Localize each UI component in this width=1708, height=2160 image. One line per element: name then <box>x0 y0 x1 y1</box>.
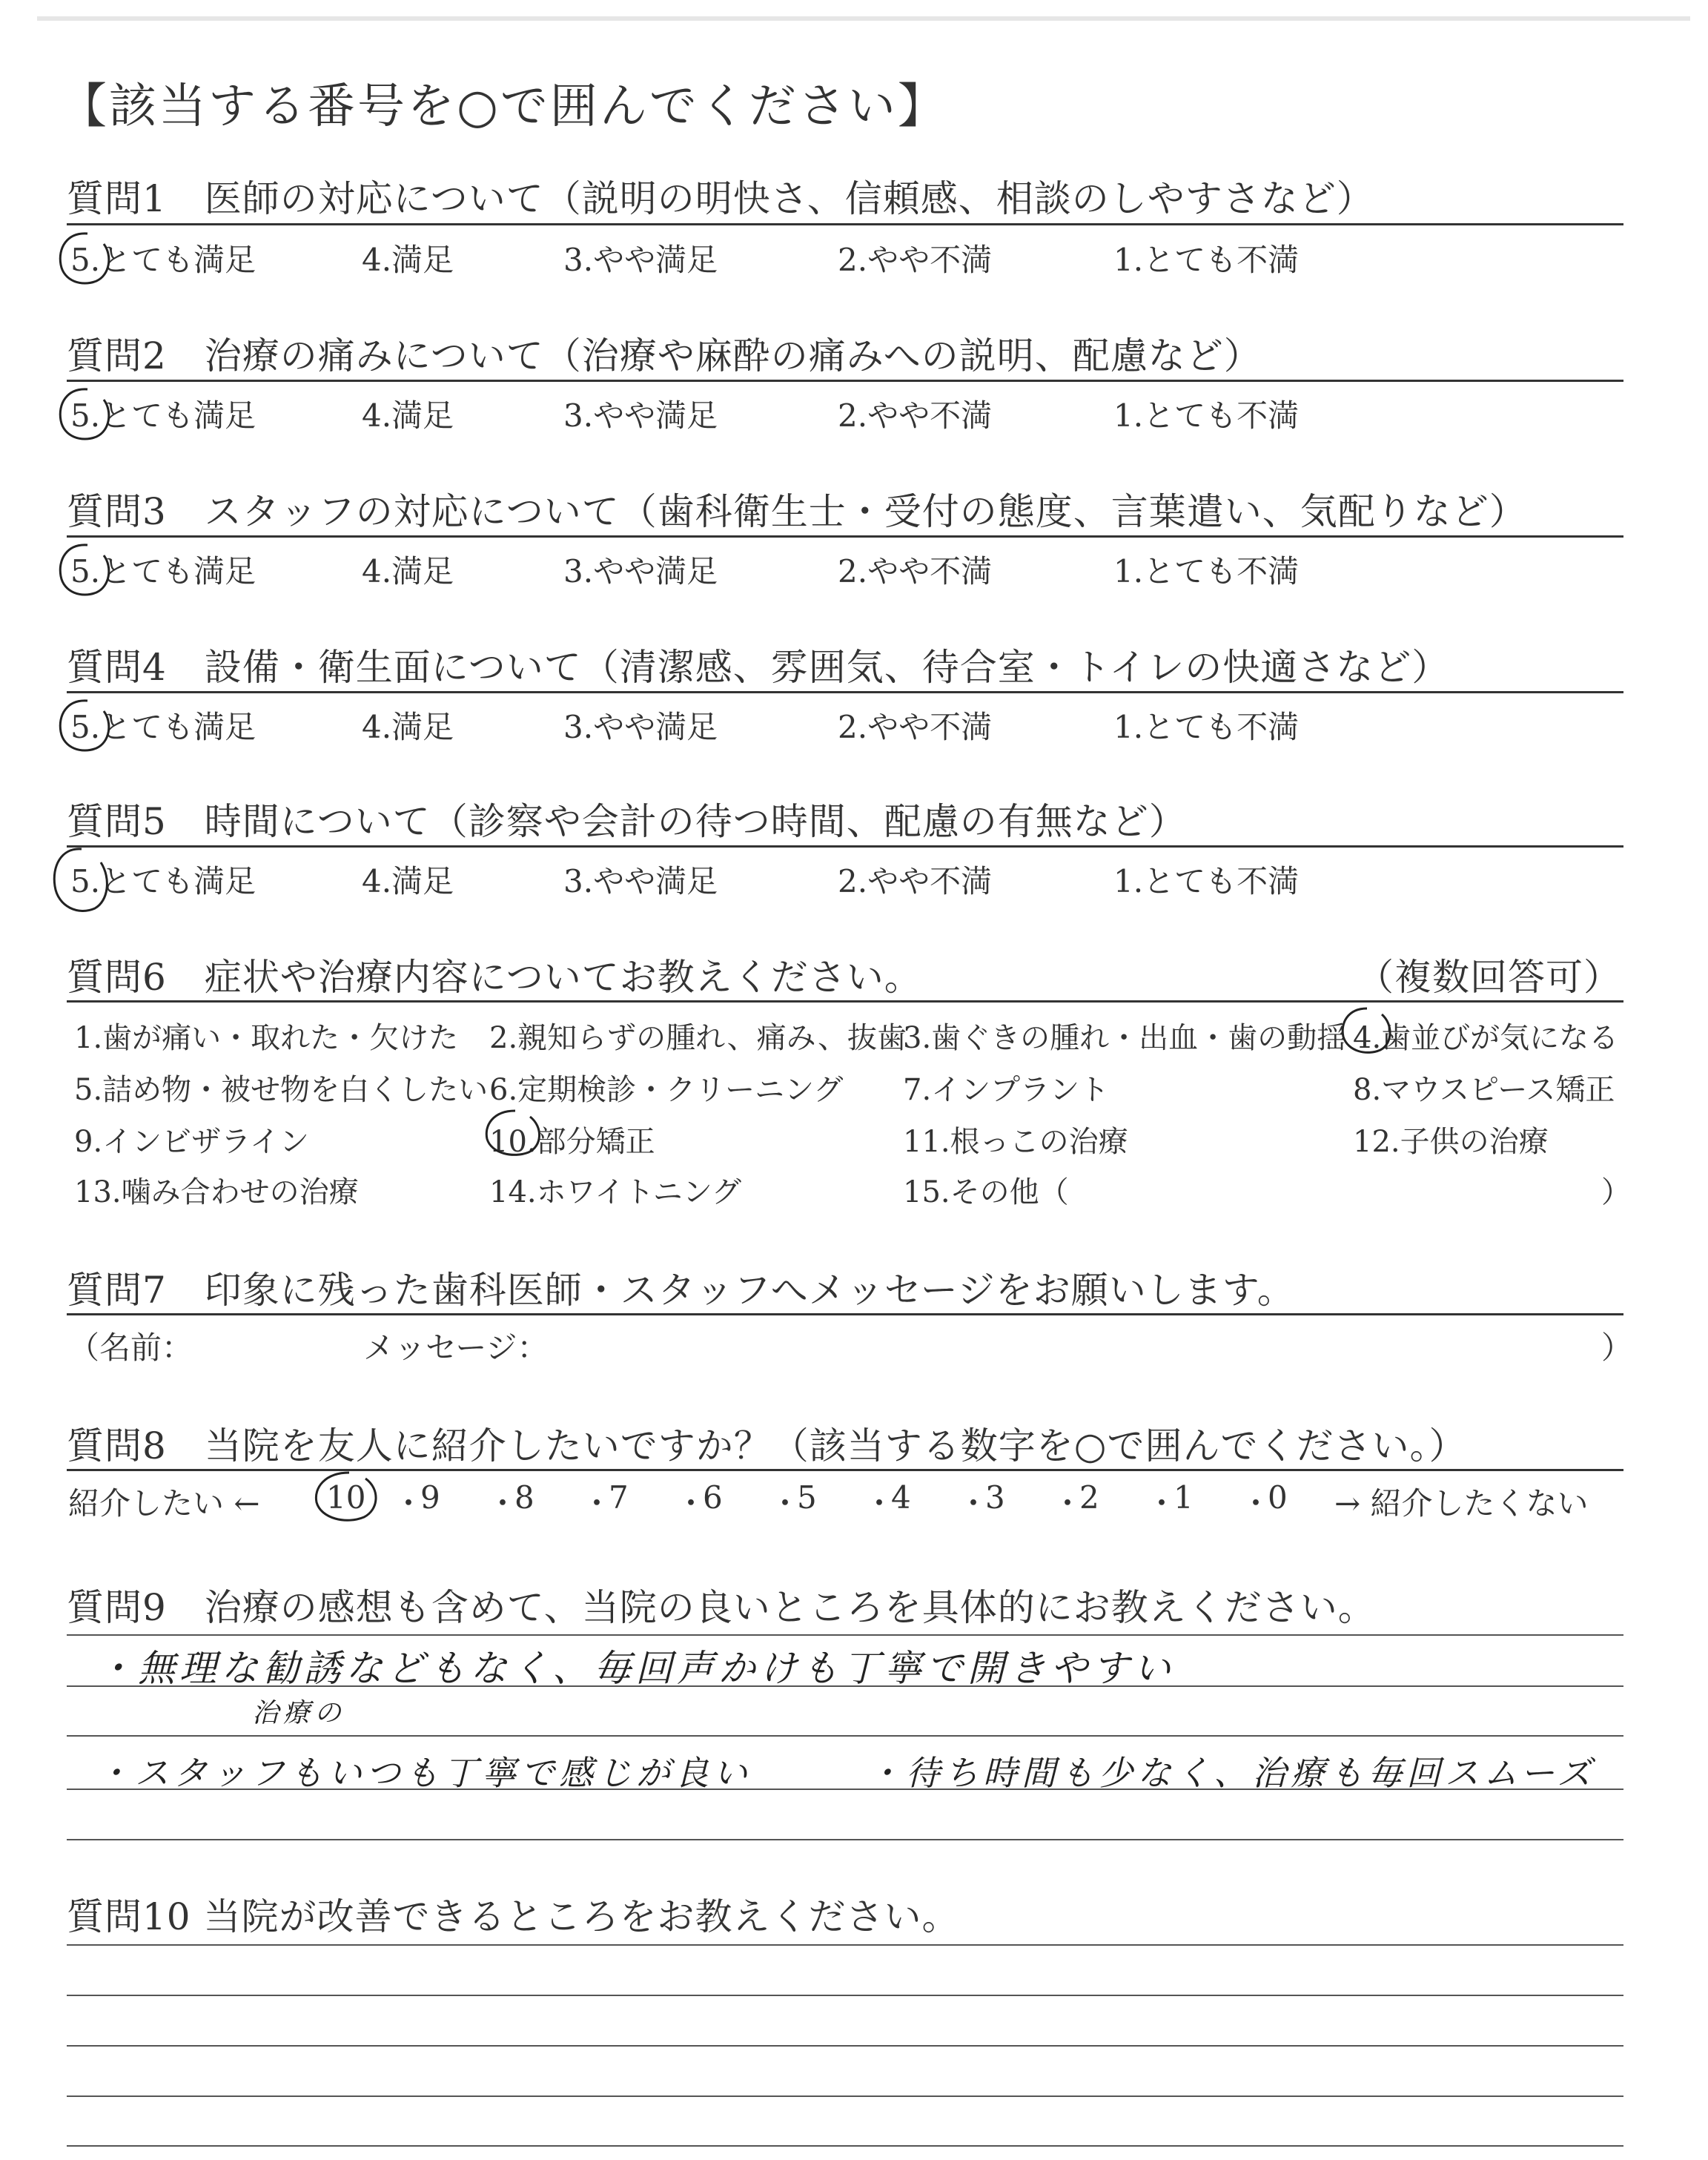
q5-option-2[interactable]: 2.やや不満 <box>838 863 993 899</box>
q2-title: 質問2 治療の痛みについて（治療や麻酔の痛みへの説明、配慮など） <box>67 334 1262 377</box>
q3-selection-circle <box>52 538 119 604</box>
q8-scale-separator: ・ <box>958 1485 990 1522</box>
q4-option-3[interactable]: 3.やや満足 <box>563 709 718 745</box>
q1-option-1[interactable]: 1.とても不満 <box>1113 242 1300 278</box>
q4-option-1[interactable]: 1.とても不満 <box>1113 709 1300 745</box>
q9-line-1 <box>67 1634 1623 1636</box>
q8-scale-6[interactable]: 6 <box>703 1479 723 1516</box>
q1-selection-circle <box>52 226 119 293</box>
q5-option-5[interactable]: 5.とても満足 <box>70 863 256 899</box>
q6-note: （複数回答可） <box>1357 956 1621 999</box>
q4-selection-circle <box>52 693 119 760</box>
q2-selection-circle <box>52 382 119 449</box>
q4-rule <box>67 691 1623 693</box>
q6-option-14[interactable]: 14.ホワイトニング <box>489 1175 742 1209</box>
q9-line-5 <box>67 1839 1623 1840</box>
q5-option-4[interactable]: 4.満足 <box>362 863 454 899</box>
q7-message-label: メッセージ： <box>363 1330 549 1366</box>
q10-line-1 <box>67 1944 1623 1946</box>
q4-option-5[interactable]: 5.とても満足 <box>70 709 256 745</box>
q2-option-4[interactable]: 4.満足 <box>362 397 454 434</box>
q2-rule <box>67 380 1623 382</box>
q8-scale-7[interactable]: 7 <box>609 1479 629 1516</box>
q9-handwritten-line2b: ・待ち時間も少なく、治療も毎回スムーズ <box>867 1753 1596 1793</box>
q6-option-5[interactable]: 5.詰め物・被せ物を白くしたい <box>74 1073 489 1107</box>
q5-option-1[interactable]: 1.とても不満 <box>1113 863 1300 899</box>
q6-option-7[interactable]: 7.インプラント <box>903 1073 1110 1107</box>
q4-option-4[interactable]: 4.満足 <box>362 709 454 745</box>
q5-selection-circle <box>44 842 119 923</box>
q8-scale-separator: ・ <box>487 1485 519 1522</box>
q5-rule <box>67 845 1623 848</box>
q6-option-4[interactable]: 4.歯並びが気になる <box>1353 1021 1619 1055</box>
q6-option-3[interactable]: 3.歯ぐきの腫れ・出血・歯の動揺 <box>903 1021 1347 1055</box>
q6-option-4-selection-circle <box>1334 1003 1401 1062</box>
q10-title: 質問10 当院が改善できるところをお教えください。 <box>67 1895 960 1938</box>
q10-line-4 <box>67 2095 1623 2097</box>
q8-rule <box>67 1469 1623 1471</box>
q1-rule <box>67 223 1623 225</box>
q8-scale-4[interactable]: 4 <box>891 1479 911 1516</box>
q3-option-2[interactable]: 2.やや不満 <box>838 553 993 589</box>
q6-option-2[interactable]: 2.親知らずの腫れ、痛み、抜歯 <box>489 1021 907 1055</box>
q6-option-9[interactable]: 9.インビザライン <box>74 1125 309 1159</box>
q6-option-10-selection-circle <box>478 1105 552 1164</box>
q8-scale-0[interactable]: 0 <box>1268 1479 1288 1516</box>
q7-name-label: （名前： <box>68 1330 193 1366</box>
q9-line-3 <box>67 1735 1623 1737</box>
q4-option-2[interactable]: 2.やや不満 <box>838 709 993 745</box>
q6-option-12[interactable]: 12.子供の治療 <box>1353 1125 1549 1159</box>
q5-title: 質問5 時間について（診察や会計の待つ時間、配慮の有無など） <box>67 800 1187 843</box>
q8-scale-10[interactable]: 10 <box>326 1479 366 1516</box>
q6-option-8[interactable]: 8.マウスピース矯正 <box>1353 1073 1615 1107</box>
q8-scale-1[interactable]: 1 <box>1174 1479 1194 1516</box>
q10-line-5 <box>67 2145 1623 2147</box>
q8-left-label: 紹介したい ← <box>68 1485 260 1522</box>
q8-selection-circle <box>308 1467 389 1533</box>
q7-title: 質問7 印象に残った歯科医師・スタッフへメッセージをお願いします。 <box>67 1269 1295 1312</box>
q9-handwritten-annotation: 治療の <box>252 1698 346 1728</box>
q7-rule <box>67 1313 1623 1315</box>
q2-option-1[interactable]: 1.とても不満 <box>1113 397 1300 434</box>
q9-title: 質問9 治療の感想も含めて、当院の良いところを具体的にお教えください。 <box>67 1586 1376 1629</box>
q8-title: 質問8 当院を友人に紹介したいですか？（該当する数字を○で囲んでください。） <box>67 1424 1467 1467</box>
q8-scale-separator: ・ <box>864 1485 896 1522</box>
q6-option-6[interactable]: 6.定期検診・クリーニング <box>489 1073 844 1107</box>
q8-scale-separator: ・ <box>769 1485 801 1522</box>
q2-option-3[interactable]: 3.やや満足 <box>563 397 718 434</box>
q5-option-3[interactable]: 3.やや満足 <box>563 863 718 899</box>
q8-scale-3[interactable]: 3 <box>985 1479 1005 1516</box>
q1-option-3[interactable]: 3.やや満足 <box>563 242 718 278</box>
q6-title: 質問6 症状や治療内容についてお教えください。 <box>67 956 922 999</box>
q3-option-1[interactable]: 1.とても不満 <box>1113 553 1300 589</box>
q9-handwritten-line2a: ・スタッフもいつも丁寧で感じが良い <box>96 1753 752 1793</box>
q9-handwritten-line1: ・無理な勧誘などもなく、毎回声かけも丁寧で開きやすい <box>96 1647 1175 1690</box>
q1-option-4[interactable]: 4.満足 <box>362 242 454 278</box>
q7-close-paren: ） <box>1601 1330 1633 1366</box>
q10-line-3 <box>67 2045 1623 2047</box>
q8-scale-separator: ・ <box>1146 1485 1178 1522</box>
q2-option-2[interactable]: 2.やや不満 <box>838 397 993 434</box>
q4-title: 質問4 設備・衛生面について（清潔感、雰囲気、待合室・トイレの快適さなど） <box>67 646 1450 689</box>
q3-title: 質問3 スタッフの対応について（歯科衛生士・受付の態度、言葉遣い、気配りなど） <box>67 490 1527 533</box>
q10-line-2 <box>67 1995 1623 1996</box>
q6-option-15-close: ） <box>1601 1175 1631 1209</box>
q8-scale-8[interactable]: 8 <box>514 1479 534 1516</box>
q6-option-11[interactable]: 11.根っこの治療 <box>903 1125 1128 1159</box>
q1-option-5[interactable]: 5.とても満足 <box>70 242 256 278</box>
q1-option-2[interactable]: 2.やや不満 <box>838 242 993 278</box>
q8-scale-separator: ・ <box>675 1485 707 1522</box>
q6-option-1[interactable]: 1.歯が痛い・取れた・欠けた <box>74 1021 459 1055</box>
page-title: 【該当する番号を○で囲んでください】 <box>59 79 947 134</box>
q3-option-3[interactable]: 3.やや満足 <box>563 553 718 589</box>
q6-option-10[interactable]: 10.部分矯正 <box>489 1125 655 1159</box>
q8-scale-separator: ・ <box>1052 1485 1084 1522</box>
q8-right-label: → 紹介したくない <box>1334 1485 1589 1522</box>
q8-scale-9[interactable]: 9 <box>420 1479 440 1516</box>
top-edge-band <box>37 16 1690 21</box>
q8-scale-2[interactable]: 2 <box>1079 1479 1099 1516</box>
q8-scale-separator: ・ <box>1240 1485 1272 1522</box>
q8-scale-separator: ・ <box>581 1485 613 1522</box>
q8-scale-5[interactable]: 5 <box>797 1479 817 1516</box>
q3-rule <box>67 535 1623 538</box>
q3-option-5[interactable]: 5.とても満足 <box>70 553 256 589</box>
q8-scale-separator: ・ <box>393 1485 425 1522</box>
q1-title: 質問1 医師の対応について（説明の明快さ、信頼感、相談のしやすさなど） <box>67 177 1374 220</box>
q6-option-15[interactable]: 15.その他（ <box>903 1175 1069 1209</box>
q2-option-5[interactable]: 5.とても満足 <box>70 397 256 434</box>
q6-option-13[interactable]: 13.噛み合わせの治療 <box>74 1175 359 1209</box>
q3-option-4[interactable]: 4.満足 <box>362 553 454 589</box>
